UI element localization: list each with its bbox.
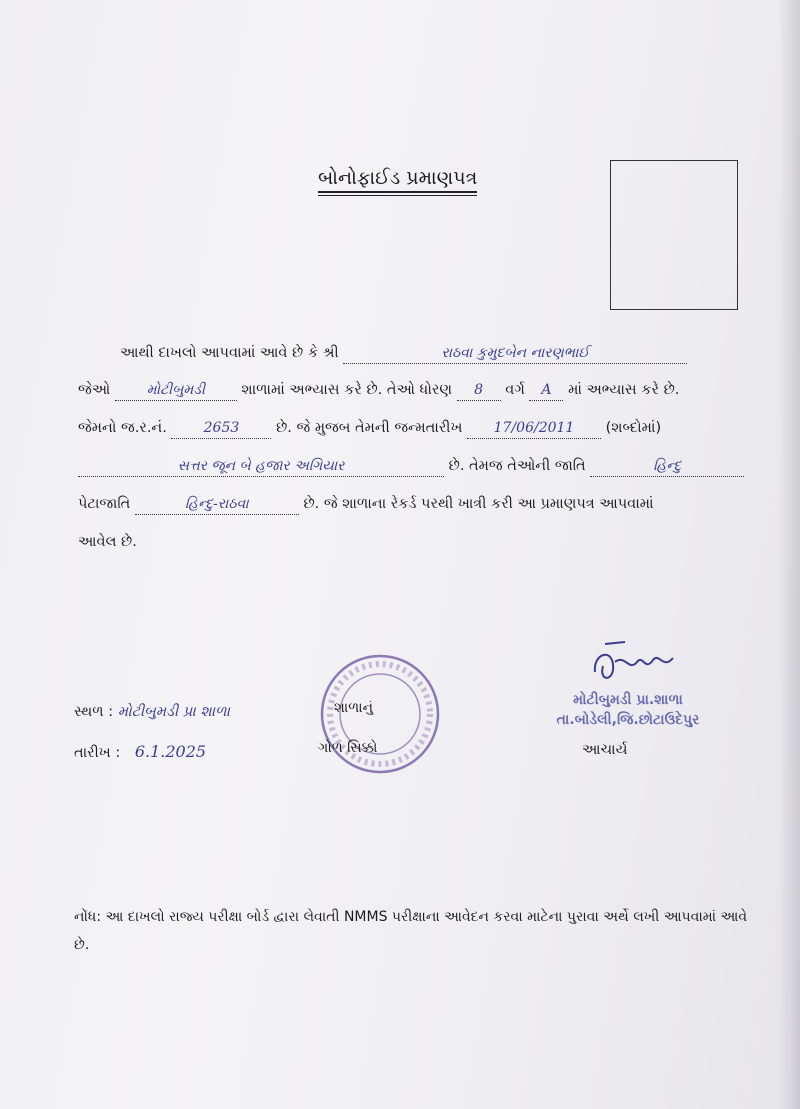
student-name: રાઠવા કુમુદબેન નારણભાઈ bbox=[343, 343, 687, 364]
line2-mid2: વર્ગ bbox=[505, 382, 525, 398]
certificate-title: બોનોફાઈડ પ્રમાણપત્ર bbox=[318, 166, 477, 193]
line3-mid: છે. જે મુજબ તેમની જન્મતારીખ bbox=[276, 420, 463, 436]
place-value: મોટીબુમડી પ્રા શાળા bbox=[117, 704, 230, 720]
line5-prefix: પેટાજાતિ bbox=[78, 496, 131, 512]
standard: 8 bbox=[457, 380, 501, 401]
principal-stamp bbox=[528, 690, 728, 730]
photo-box bbox=[610, 160, 738, 310]
body-line-1 bbox=[120, 343, 687, 364]
date-row bbox=[74, 742, 206, 761]
principal-signature bbox=[585, 632, 695, 692]
body-line-4 bbox=[78, 456, 744, 477]
place-row bbox=[74, 704, 230, 720]
date-label: તારીખ : bbox=[74, 745, 121, 761]
register-number: 2653 bbox=[171, 418, 271, 439]
page-edge-shadow bbox=[778, 0, 800, 1109]
caste: હિન્દુ bbox=[590, 456, 744, 477]
date-value: 6.1.2025 bbox=[134, 742, 207, 761]
principal-label: આચાર્ય bbox=[582, 742, 628, 758]
school-name: મોટીબુમડી bbox=[115, 380, 237, 401]
birth-date-words: સત્તર જૂન બે હજાર અગિયાર bbox=[78, 456, 444, 477]
sub-caste: હિન્દુ-રાઠવા bbox=[135, 494, 299, 515]
seal-label-2: ગોળ સિક્કો bbox=[318, 740, 378, 756]
line2-mid: શાળામાં અભ્યાસ કરે છે. તેઓ ધોરણ bbox=[241, 382, 453, 398]
seal-label-1: શાળાનું bbox=[334, 700, 374, 716]
line1-prefix: આથી દાખલો આપવામાં આવે છે કે શ્રી bbox=[120, 345, 339, 361]
body-line-2 bbox=[78, 380, 679, 401]
line2-suffix: માં અભ્યાસ કરે છે. bbox=[568, 382, 680, 398]
birth-date: 17/06/2011 bbox=[467, 418, 601, 439]
body-line-5 bbox=[78, 494, 654, 515]
division: A bbox=[529, 380, 563, 401]
line3-prefix: જેમનો જ.ર.નં. bbox=[78, 420, 167, 436]
principal-stamp-line-1: મોટીબુમડી પ્રા.શાળા bbox=[573, 692, 683, 708]
line3-suffix: (શબ્દોમાં) bbox=[605, 420, 662, 436]
line4-mid: છે. તેમજ તેઓની જાતિ bbox=[448, 458, 586, 474]
body-line-6: આવેલ છે. bbox=[78, 534, 137, 550]
note-text: નોંધ: આ દાખલો રાજ્ય પરીક્ષા બોર્ડ દ્વારા લેવાતી NMMS પરીક્ષાના આવેદન કરવા માટેના પુરાવા અર્થે લખી આપવામાં આવે છે. bbox=[74, 909, 748, 953]
principal-stamp-line-2: તા.બોડેલી,જિ.છોટાઉદેપુર bbox=[556, 712, 700, 728]
place-label: સ્થળ : bbox=[74, 704, 114, 720]
line2-prefix: જેઓ bbox=[78, 382, 111, 398]
body-line-3 bbox=[78, 418, 661, 439]
line5-suffix: છે. જે શાળાના રેકર્ડ પરથી ખાત્રી કરી આ પ્રમાણપત્ર આપવામાં bbox=[303, 496, 654, 512]
